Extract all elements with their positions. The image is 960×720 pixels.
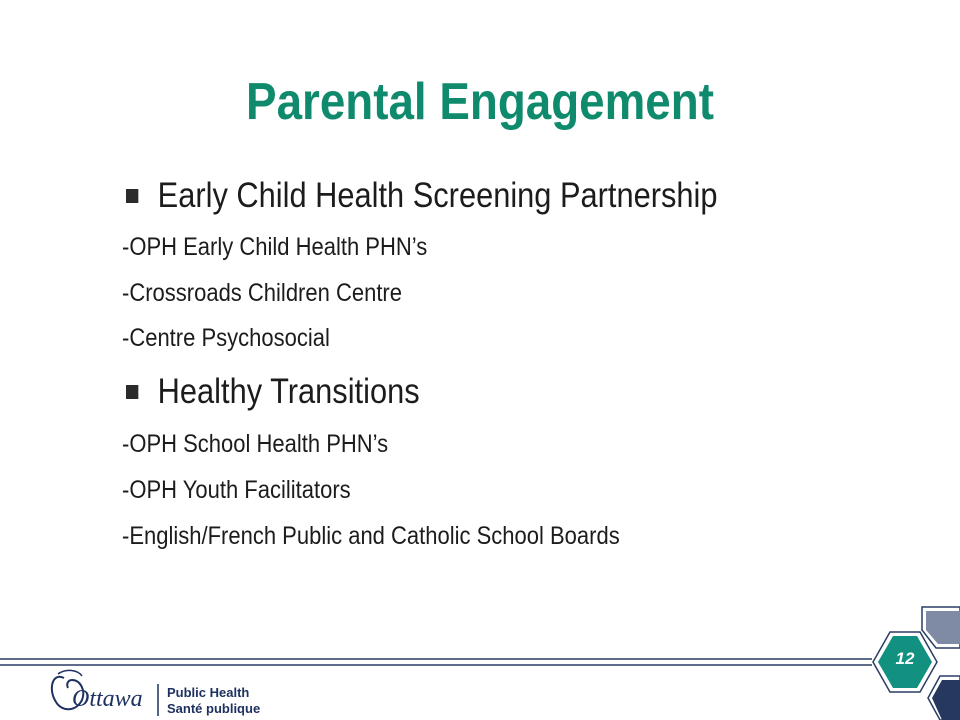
dept-line-english: Public Health xyxy=(167,685,250,700)
sub-item: -OPH School Health PHN’s xyxy=(122,430,389,458)
sub-item: -Centre Psychosocial xyxy=(122,324,330,352)
bullet-heading-2 xyxy=(126,370,420,414)
sub-item: -OPH Early Child Health PHN’s xyxy=(122,233,428,261)
square-bullet-icon xyxy=(126,189,138,203)
page-number: 12 xyxy=(895,649,915,668)
ottawa-logo-swoosh-line xyxy=(58,670,82,676)
bullet-heading-text: Healthy Transitions xyxy=(157,372,420,411)
ottawa-wordmark: Ottawa xyxy=(72,686,143,712)
sub-item: -Crossroads Children Centre xyxy=(122,279,403,307)
bullet-heading-text: Early Child Health Screening Partnership xyxy=(157,176,718,215)
footer-graphic xyxy=(0,600,960,720)
square-bullet-icon xyxy=(126,385,138,399)
bullet-heading-1 xyxy=(126,174,717,218)
slide-title: Parental Engagement xyxy=(246,73,714,131)
sub-item: -English/French Public and Catholic School Boards xyxy=(122,522,620,550)
sub-item: -OPH Youth Facilitators xyxy=(122,476,351,504)
dept-line-french: Santé publique xyxy=(167,701,261,716)
